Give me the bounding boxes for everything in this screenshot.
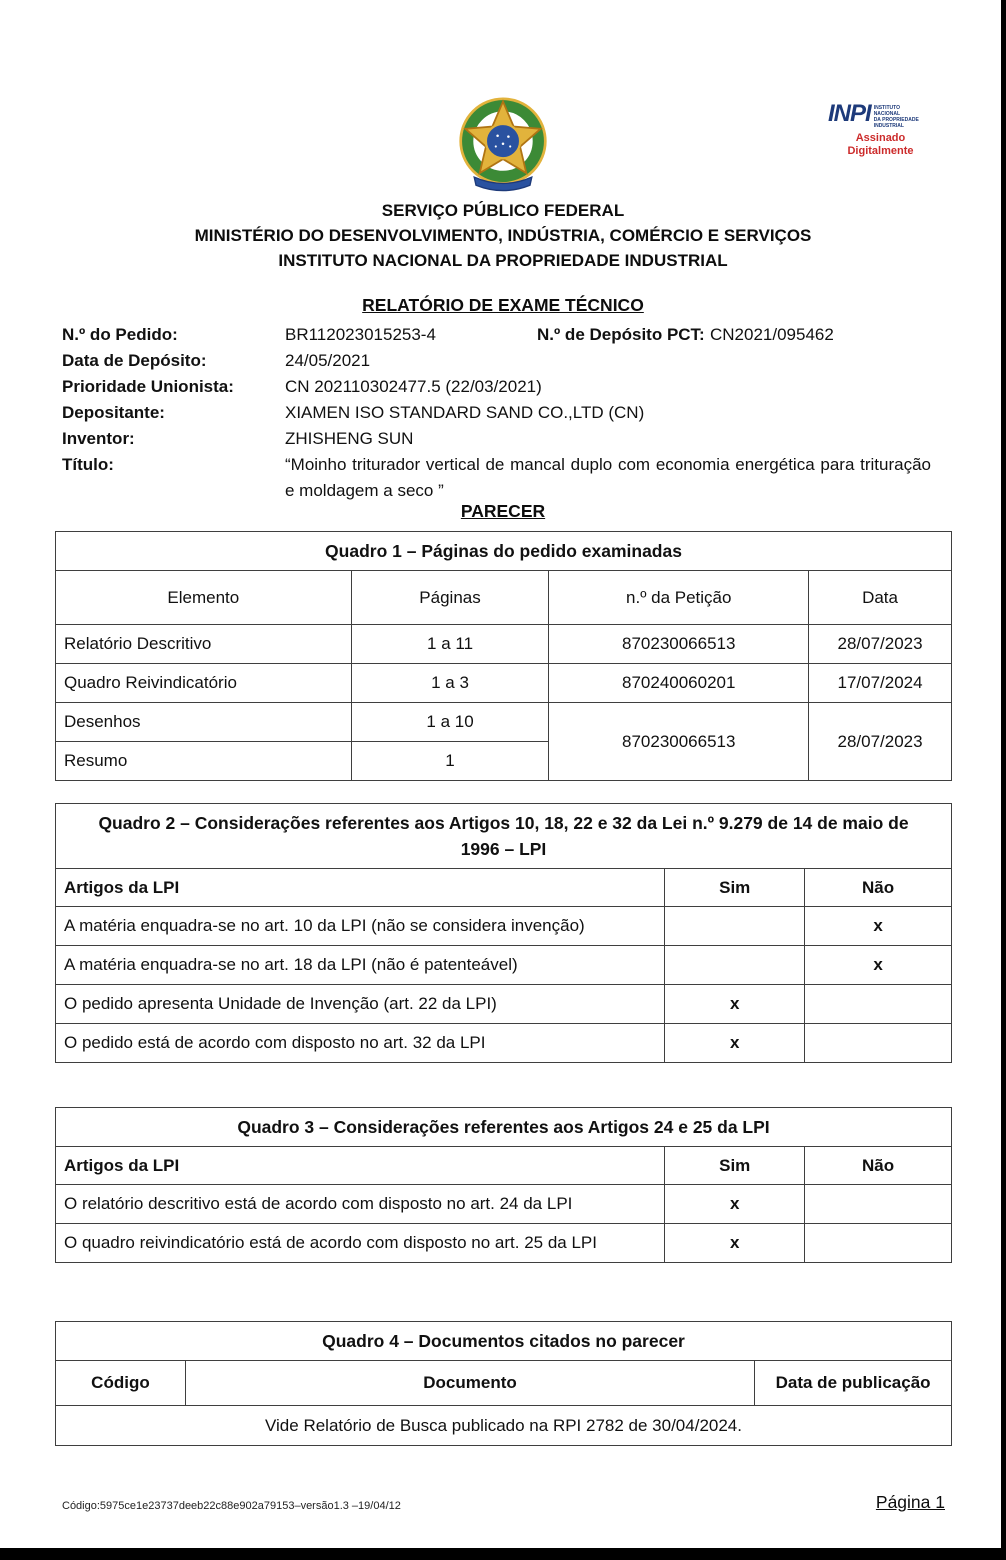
prioridade-label: Prioridade Unionista: bbox=[62, 377, 234, 396]
cell-artigo: O pedido está de acordo com disposto no art. 32 da LPI bbox=[56, 1024, 665, 1063]
cell-sim-mark: x bbox=[665, 1024, 805, 1063]
quadro4-header-documento: Documento bbox=[185, 1361, 754, 1406]
prioridade-value: CN 202110302477.5 (22/03/2021) bbox=[285, 377, 542, 396]
field-titulo bbox=[62, 452, 944, 504]
quadro3-section bbox=[55, 1107, 952, 1263]
cell-nao-mark bbox=[805, 1224, 952, 1263]
cell-artigo: O relatório descritivo está de acordo com disposto no art. 24 da LPI bbox=[56, 1185, 665, 1224]
cell-sim-mark: x bbox=[665, 1224, 805, 1263]
titulo-value: “Moinho triturador vertical de mancal duplo com economia energética para trituração e moldagem a seco ” bbox=[285, 455, 931, 500]
cell-sim-mark: x bbox=[665, 1185, 805, 1224]
cell-paginas: 1 a 11 bbox=[351, 625, 549, 664]
cell-artigo: O quadro reivindicatório está de acordo com disposto no art. 25 da LPI bbox=[56, 1224, 665, 1263]
cell-nao-mark bbox=[805, 1024, 952, 1063]
table-row bbox=[56, 985, 952, 1024]
scan-right-edge bbox=[1001, 0, 1006, 1560]
cell-artigo: A matéria enquadra-se no art. 18 da LPI (não é patenteável) bbox=[56, 946, 665, 985]
bibliographic-fields bbox=[62, 322, 944, 504]
quadro3-title: Quadro 3 – Considerações referentes aos Artigos 24 e 25 da LPI bbox=[56, 1108, 952, 1147]
footer-document-code: Código:5975ce1e23737deeb22c88e902a79153–versão1.3 –19/04/12 bbox=[62, 1500, 401, 1512]
pedido-label: N.º do Pedido: bbox=[62, 325, 178, 344]
quadro3-table bbox=[55, 1107, 952, 1263]
cell-elemento: Desenhos bbox=[56, 703, 352, 742]
inpi-signature-stamp bbox=[828, 100, 978, 158]
quadro1-header-paginas: Páginas bbox=[351, 571, 549, 625]
cell-sim-mark bbox=[665, 907, 805, 946]
cell-data: 28/07/2023 bbox=[809, 625, 952, 664]
data-deposito-label: Data de Depósito: bbox=[62, 351, 207, 370]
table-row bbox=[56, 664, 952, 703]
inventor-label: Inventor: bbox=[62, 429, 135, 448]
field-depositante bbox=[62, 400, 944, 426]
report-title: RELATÓRIO DE EXAME TÉCNICO bbox=[362, 295, 644, 315]
quadro4-section bbox=[55, 1321, 952, 1446]
table-row bbox=[56, 1024, 952, 1063]
cell-sim-mark bbox=[665, 946, 805, 985]
table-row bbox=[56, 1224, 952, 1263]
data-deposito-value: 24/05/2021 bbox=[285, 351, 371, 370]
cell-data-merged: 28/07/2023 bbox=[809, 703, 952, 781]
government-header bbox=[0, 198, 1006, 273]
pct-label: N.º de Depósito PCT: bbox=[537, 325, 705, 344]
quadro4-header-codigo: Código bbox=[56, 1361, 186, 1406]
inventor-value: ZHISHENG SUN bbox=[285, 429, 414, 448]
quadro4-header-publicacao: Data de publicação bbox=[755, 1361, 952, 1406]
quadro1-table bbox=[55, 531, 952, 781]
quadro3-header-nao: Não bbox=[805, 1147, 952, 1185]
titulo-label: Título: bbox=[62, 455, 114, 474]
cell-elemento: Resumo bbox=[56, 742, 352, 781]
quadro4-note: Vide Relatório de Busca publicado na RPI 2782 de 30/04/2024. bbox=[56, 1406, 952, 1446]
quadro2-section bbox=[55, 803, 952, 1063]
table-row bbox=[56, 1406, 952, 1446]
field-prioridade bbox=[62, 374, 944, 400]
cell-elemento: Relatório Descritivo bbox=[56, 625, 352, 664]
inpi-logo-small-text: INSTITUTO NACIONAL DA PROPRIEDADE INDUSTRIAL bbox=[873, 105, 919, 129]
quadro4-title: Quadro 4 – Documentos citados no parecer bbox=[56, 1322, 952, 1361]
cell-artigo: A matéria enquadra-se no art. 10 da LPI (não se considera invenção) bbox=[56, 907, 665, 946]
field-data-deposito bbox=[62, 348, 944, 374]
quadro1-header-data: Data bbox=[809, 571, 952, 625]
signed-digitally-label: Assinado Digitalmente bbox=[847, 132, 914, 157]
cell-nao-mark bbox=[805, 1185, 952, 1224]
pedido-value: BR112023015253-4 bbox=[285, 325, 436, 344]
pct-value: CN2021/095462 bbox=[710, 325, 834, 344]
field-inventor bbox=[62, 426, 944, 452]
brazil-coat-of-arms-icon bbox=[449, 94, 557, 204]
quadro2-table bbox=[55, 803, 952, 1063]
parecer-heading: PARECER bbox=[460, 501, 546, 521]
cell-nao-mark: x bbox=[805, 946, 952, 985]
quadro3-header-sim: Sim bbox=[665, 1147, 805, 1185]
org-line-servico: SERVIÇO PÚBLICO FEDERAL bbox=[381, 201, 625, 220]
quadro2-title: Quadro 2 – Considerações referentes aos Artigos 10, 18, 22 e 32 da Lei n.º 9.279 de 14 de maio de 1996 – LPI bbox=[56, 804, 952, 869]
cell-nao-mark bbox=[805, 985, 952, 1024]
depositante-label: Depositante: bbox=[62, 403, 165, 422]
cell-elemento: Quadro Reivindicatório bbox=[56, 664, 352, 703]
cell-nao-mark: x bbox=[805, 907, 952, 946]
scan-bottom-edge bbox=[0, 1548, 1006, 1560]
table-row bbox=[56, 946, 952, 985]
quadro1-title: Quadro 1 – Páginas do pedido examinadas bbox=[56, 532, 952, 571]
cell-paginas: 1 a 3 bbox=[351, 664, 549, 703]
quadro1-section bbox=[55, 531, 952, 781]
table-row bbox=[56, 1185, 952, 1224]
quadro2-header-artigos: Artigos da LPI bbox=[56, 869, 665, 907]
field-pedido bbox=[62, 322, 944, 348]
cell-sim-mark: x bbox=[665, 985, 805, 1024]
quadro2-header-sim: Sim bbox=[665, 869, 805, 907]
page-number: Página 1 bbox=[875, 1492, 945, 1512]
cell-peticao-merged: 870230066513 bbox=[549, 703, 809, 781]
cell-artigo: O pedido apresenta Unidade de Invenção (art. 22 da LPI) bbox=[56, 985, 665, 1024]
quadro1-header-peticao: n.º da Petição bbox=[549, 571, 809, 625]
inpi-logo-icon: INPI bbox=[828, 100, 871, 127]
table-row bbox=[56, 703, 952, 742]
cell-paginas: 1 a 10 bbox=[351, 703, 549, 742]
quadro3-header-artigos: Artigos da LPI bbox=[56, 1147, 665, 1185]
org-line-instituto: INSTITUTO NACIONAL DA PROPRIEDADE INDUSTRIAL bbox=[278, 251, 728, 270]
cell-paginas: 1 bbox=[351, 742, 549, 781]
quadro2-header-nao: Não bbox=[805, 869, 952, 907]
quadro4-table bbox=[55, 1321, 952, 1446]
cell-data: 17/07/2024 bbox=[809, 664, 952, 703]
cell-peticao: 870240060201 bbox=[549, 664, 809, 703]
table-row bbox=[56, 625, 952, 664]
table-row bbox=[56, 907, 952, 946]
quadro1-header-elemento: Elemento bbox=[56, 571, 352, 625]
depositante-value: XIAMEN ISO STANDARD SAND CO.,LTD (CN) bbox=[285, 403, 645, 422]
org-line-ministerio: MINISTÉRIO DO DESENVOLVIMENTO, INDÚSTRIA, COMÉRCIO E SERVIÇOS bbox=[194, 226, 812, 245]
cell-peticao: 870230066513 bbox=[549, 625, 809, 664]
